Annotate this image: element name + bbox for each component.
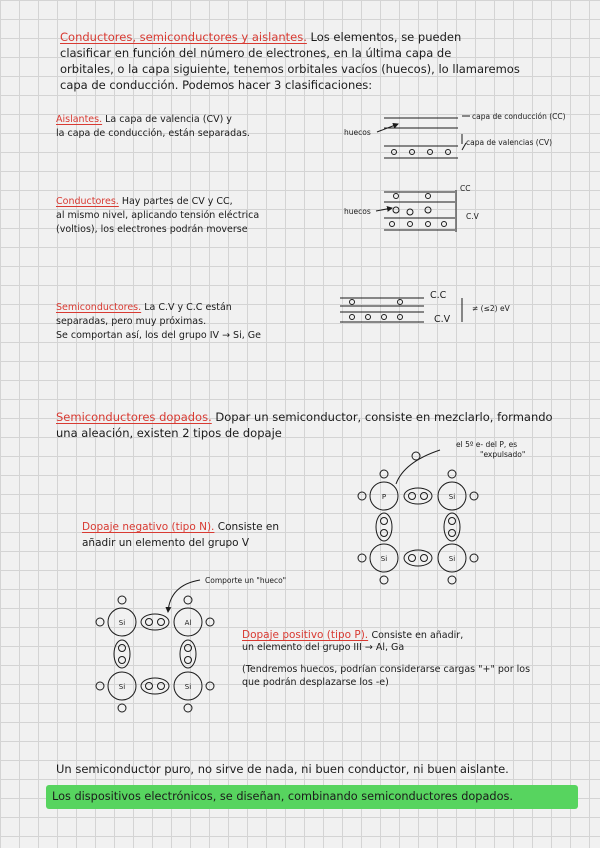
intro-line-3: orbitales, o la capa siguiente, tenemos orbitales vacíos (huecos), lo llamaremos (60, 62, 520, 76)
tipo-p-lattice (96, 580, 214, 712)
semi-title: Semiconductores. (56, 302, 142, 313)
conductores-line-3: (voltios), los electrones podrán moverse (56, 224, 248, 235)
aislantes-cc-label: capa de conducción (CC) (472, 112, 566, 121)
tipo-n-lattice (358, 450, 478, 584)
conductores-cv-label: C.V (466, 212, 479, 221)
intro-title: Conductores, semiconductores y aislantes. (60, 30, 307, 44)
tipo-p-hueco-label: Comporte un "hueco" (205, 576, 287, 585)
tipo-n-title: Dopaje negativo (tipo N). (82, 521, 215, 533)
conductores-line-2: al mismo nivel, aplicando tensión eléctrica (56, 210, 260, 221)
semi-line-2: separadas, pero muy próximas. (56, 316, 207, 327)
aislantes-line-1-text: La capa de valencia (CV) y (105, 114, 232, 125)
semi-cv-label: C.V (434, 314, 451, 325)
tipo-n-atom-label: Si (448, 493, 456, 501)
aislantes-huecos-label: huecos (344, 128, 371, 137)
dopados-title: Semiconductores dopados. (56, 410, 212, 424)
tipo-p-atom-label: Si (118, 619, 126, 627)
conclusion-line: Un semiconductor puro, no sirve de nada, ni buen conductor, ni buen aislante. (56, 762, 509, 776)
tipo-p-title: Dopaje positivo (tipo P). (242, 629, 369, 641)
tipo-p-note-1: (Tendremos huecos, podrían considerarse cargas "+" por los (242, 664, 531, 675)
intro-line-4: capa de conducción. Podemos hacer 3 clasificaciones: (60, 78, 373, 92)
tipo-p-atom-label: Si (118, 683, 126, 691)
tipo-p-atom-label: Al (184, 619, 192, 627)
aislantes-band-diagram (377, 116, 470, 158)
dopados-line-1-text: Dopar un semiconductor, consiste en mezclarlo, formando (215, 410, 553, 424)
tipo-p-line-2: un elemento del grupo III → Al, Ga (242, 642, 405, 653)
conclusion-highlight: Los dispositivos electrónicos, se diseñan, combinando semiconductores dopados. (52, 790, 513, 803)
conductores-line-1-text: Hay partes de CV y CC, (121, 196, 233, 207)
aislantes-line-2: la capa de conducción, están separadas. (56, 128, 250, 139)
tipo-n-atom-label: P (381, 493, 387, 501)
semi-band-diagram (340, 298, 462, 322)
aislantes-title: Aislantes. (56, 114, 103, 125)
semi-cc-label: C.C (430, 290, 447, 301)
conductores-band-diagram (376, 190, 456, 232)
tipo-p-atom-label: Si (184, 683, 192, 691)
tipo-n-note-line-1: el 5º e- del P, es (456, 440, 518, 449)
tipo-n-atom-label: Si (380, 555, 388, 563)
tipo-n-line-1-text: Consiste en (217, 521, 280, 533)
tipo-p-line-1-text: Consiste en añadir, (371, 630, 464, 641)
tipo-p-note-2: que podrán desplazarse los -e) (242, 677, 389, 688)
dopados-line-2: una aleación, existen 2 tipos de dopaje (56, 426, 282, 440)
conductores-cc-label: CC (460, 184, 471, 193)
semi-gap-label: ≠ (≤2) eV (472, 304, 510, 313)
intro-line-2: clasificar en función del número de electrones, en la última capa de (60, 46, 452, 60)
tipo-n-atom-label: Si (448, 555, 456, 563)
conductores-title: Conductores. (56, 196, 119, 207)
aislantes-cv-label: capa de valencias (CV) (466, 138, 553, 147)
conductores-huecos-label: huecos (344, 207, 371, 216)
tipo-n-line-2: añadir un elemento del grupo V (82, 537, 250, 549)
intro-line-1-text: Los elementos, se pueden (310, 30, 462, 44)
semi-line-1-text: La C.V y C.C están (144, 302, 232, 313)
tipo-n-note-line-2: "expulsado" (480, 450, 526, 459)
semi-line-3: Se comportan así, los del grupo IV → Si, Ge (56, 330, 261, 341)
